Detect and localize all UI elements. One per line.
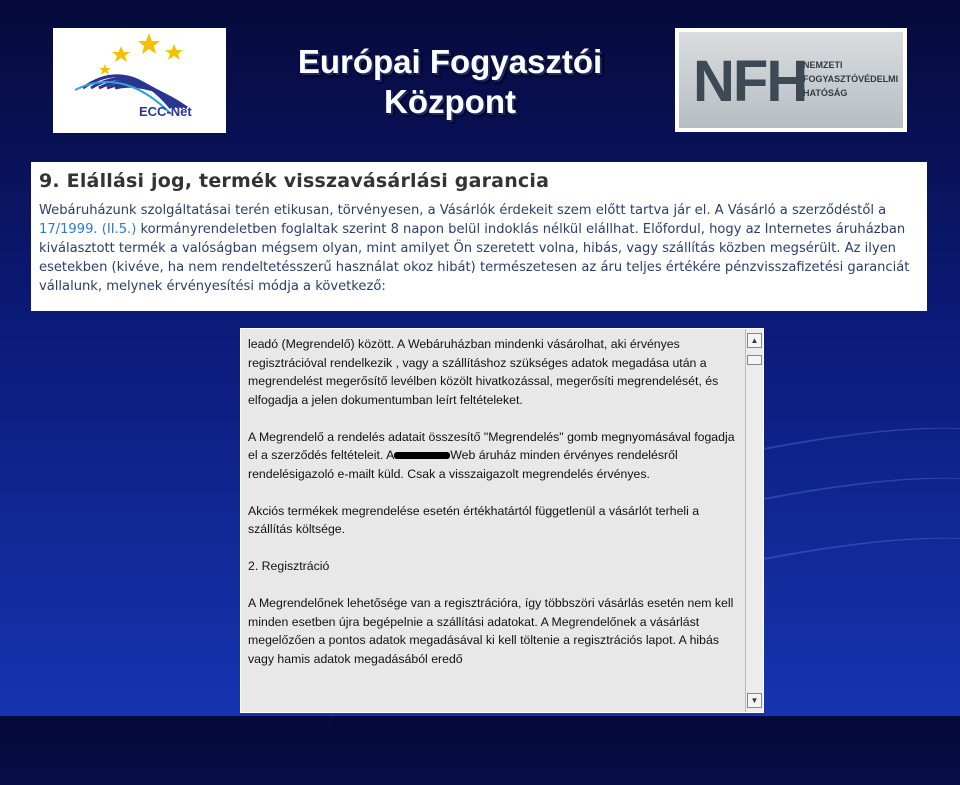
redaction-mark (394, 452, 450, 459)
terms-paragraph: A Megrendelőnek lehetősége van a regisztrációra, így többszöri vásárlás esetén nem kell minden esetben újra begépelnie a szállítási adatokat. A Megrendelőnek a vásárlást megelőzően a pontos adatok megadásával ki kell töltenie a regisztrációs lapot. A hibás vagy hamis adatok megadásából eredő (248, 596, 734, 666)
withdrawal-text-after-link: kormányrendeletben foglaltak szerint 8 napon belül indoklás nélkül elállhat. Előfordul, hogy az Internetes áruházban kiválasztott termék a valóságban mégsem olyan, mint amilyet Ön szeretett volna, hibás, vagy szállítás közben megsérült. Az ilyen esetekben (kivéve, ha nem rendeltetésszerű használat okoz hibát) természetesen az áru teljes értékére pénzvisszafizetési garanciát vállalunk, melynek érvényesítési módja a következő: (39, 222, 910, 294)
page-title (250, 42, 650, 122)
arrow-up-icon: ▲ (750, 336, 759, 345)
scroll-up-button[interactable] (747, 333, 762, 348)
withdrawal-rights-heading: 9. Elállási jog, termék visszavásárlási garancia (39, 170, 550, 192)
terms-text (248, 335, 738, 687)
terms-text-segment: A Megrendelő a rendelés adatait összesítő "Megrendelés" gomb megnyomásával fogadja el a szerződés feltételeit. A (248, 429, 735, 462)
withdrawal-rights-panel (31, 162, 927, 311)
nfh-logo-letters: NFH (693, 49, 807, 114)
terms-paragraph: leadó (Megrendelő) között. A Webáruházban mindenki vásárolhat, aki érvényes regisztrációval rendelkezik , vagy a szállításhoz szükséges adatok megadása után a megrendelést megerősítő levélben közölt hivatkozással, megerősíti megrendelését, és elfogadja a jelen dokumentumban leírt feltételeket. (248, 337, 719, 407)
withdrawal-text-before-link: Webáruházunk szolgáltatásai terén etikusan, törvényesen, a Vásárlók érdekeit szem előtt tartva jár el. A Vásárló a szerződéstől a (39, 203, 887, 218)
ecc-net-logo-graphic (53, 28, 226, 133)
page-title-line2: Központ (384, 83, 516, 120)
vertical-scrollbar[interactable] (745, 329, 763, 712)
section-heading-registration: 2. Regisztráció (248, 559, 330, 573)
nfh-logo-line1: NEMZETI (803, 60, 843, 70)
withdrawal-rights-text (39, 201, 919, 296)
arrow-down-icon: ▼ (750, 696, 759, 705)
scrollbar-thumb[interactable] (747, 355, 762, 365)
scroll-down-button[interactable] (747, 693, 762, 708)
nfh-logo-line3: HATÓSÁG (803, 88, 848, 98)
terms-scroll-panel[interactable] (240, 328, 764, 713)
ecc-net-logo-text: ECC-Net (139, 104, 192, 119)
nfh-logo (675, 28, 907, 132)
terms-paragraph: Akciós termékek megrendelése esetén értékhatártól függetlenül a vásárlót terheli a szállítás költsége. (248, 503, 700, 536)
regulation-link[interactable]: 17/1999. (II.5.) (39, 222, 137, 237)
terms-text-segment: Web áruház minden érvényes rendelésről rendelésigazoló e-mailt küld. Csak a visszaigazolt megrendelés érvényes. (248, 448, 678, 481)
page-title-line1: Európai Fogyasztói (297, 43, 603, 80)
ecc-net-logo (53, 28, 226, 133)
nfh-logo-plate (679, 32, 903, 128)
terms-paragraph (248, 428, 738, 484)
nfh-logo-text (803, 58, 898, 100)
nfh-logo-line2: FOGYASZTÓVÉDELMI (803, 74, 899, 84)
